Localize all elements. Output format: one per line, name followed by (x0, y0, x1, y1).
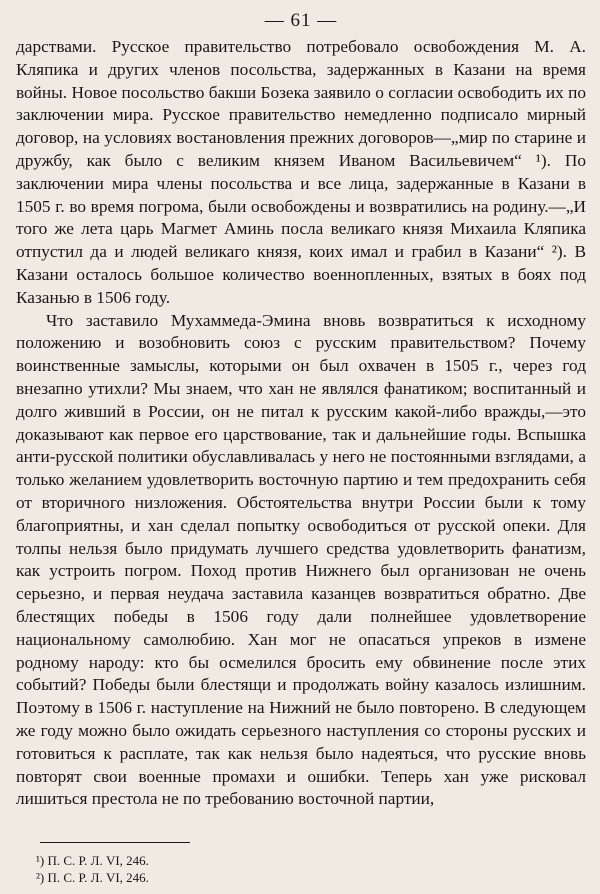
paragraph-2: Что заставило Мухаммеда-Эмина вновь возвратиться к исходному положению и возобновить союз с русским правительством? Почему воинственные замыслы, которыми он был охвачен в 1505 г., через год внезапно утихли? Мы знаем, что хан не являлся фанатиком; воспитанный и долго живший в России, он не питал к русским какой-либо вражды,—это доказывают как первое его царствование, так и дальнейшие годы. Вспышка анти-русской политики обуславливалась у него не постоянными взглядами, а только желанием удовлетворить восточную партию и тем предохранить себя от вторичного низложения. Обстоятельства внутри России были к тому благоприятны, и хан сделал попытку освободиться от русской опеки. Для толпы нельзя было придумать лучшего средства удовлетворить фанатизм, как устроить погром. Поход против Нижнего был организован не очень серьезно, и первая неудача заставила казанцев возвратиться обратно. Две блестящих победы в 1506 году дали полнейшее удовлетворение национальному самолюбию. Хан мог не опасаться упреков в измене родному народу: кто бы осмелился бросить ему обвинение после этих событий? Победы были блестящи и продолжать войну казалось излишним. Поэтому в 1506 г. наступление на Нижний не было повторено. В следующем же году можно было ожидать серьезного наступления со стороны русских и готовиться к расплате, так как нельзя было надеяться, что русские вновь повторят свои военные промахи и ошибки. Теперь хан уже рисковал лишиться престола не по требованию восточной партии, (16, 310, 586, 809)
page-number: — 61 — (264, 10, 338, 31)
footnote-2: ²) П. С. Р. Л. VI, 246. (36, 870, 149, 885)
footnotes (36, 852, 149, 886)
footnote-1: ¹) П. С. Р. Л. VI, 246. (36, 853, 149, 868)
footnote-divider (40, 842, 190, 843)
paragraph-1: дарствами. Русское правительство потребовало освобождения М. А. Кляпика и других членов посольства, задержанных в Казани на время войны. Новое посольство бакши Бозека заявило о согласии освободить их по заключении мира. Русское правительство немедленно подписало мирный договор, на условиях востановления прежних договоров—„мир по старине и дружбу, как было с великим князем Иваном Васильевичем“ ¹). По заключении мира члены посольства и все лица, задержанные в Казани в 1505 г. во время погрома, были освобождены и возвратились на родину.—„И того же лета царь Магмет Аминь посла великаго князя Михаила Кляпика отпустил да и людей великаго князя, коих имал и грабил в Казани“ ²). В Казани осталось большое количество военнопленных, взятых в боях под Казанью в 1506 году. (16, 37, 586, 307)
